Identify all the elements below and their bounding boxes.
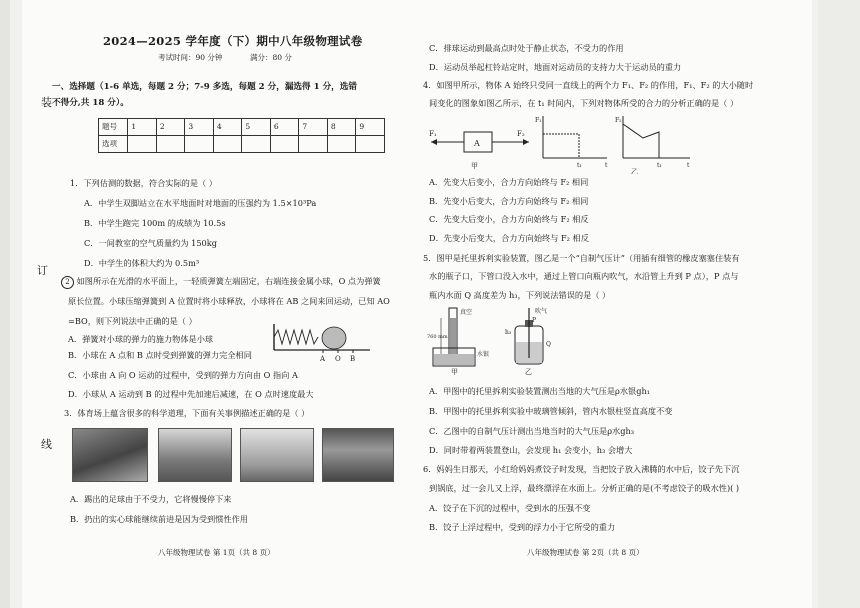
answer-cell[interactable] xyxy=(327,136,356,153)
fig-label-a: A xyxy=(320,355,326,362)
answer-number: 9 xyxy=(356,119,385,136)
label-q: Q xyxy=(546,341,551,348)
yi-t1-label-2: t₁ xyxy=(657,162,662,169)
answer-number: 1 xyxy=(128,119,157,136)
answer-number: 5 xyxy=(242,119,271,136)
q1-option-b: B．中学生跑完 100m 的成绩为 10.5s xyxy=(84,218,226,228)
q5-option-c: C．乙图中的自制气压计测出当地当时的大气压是ρ水gh₃ xyxy=(429,426,634,436)
q5-option-a: A．甲图中的托里拆利实验装置测出当地的大气压是ρ水银gh₁ xyxy=(429,386,651,396)
fig-label-o: O xyxy=(335,355,341,362)
q3-option-b: B．扔出的实心球能继续前进是因为受到惯性作用 xyxy=(70,514,248,524)
q4-option-a: A．先变大后变小，合力方向始终与 F₂ 相同 xyxy=(429,177,589,187)
q3-option-a: A．踢出的足球由于不受力，它将慢慢停下来 xyxy=(70,494,232,504)
photo-volleyball xyxy=(240,428,314,482)
q4-stem-line1: 4．如图甲所示，物体 A 始终只受同一直线上的两个力 F₁、F₂ 的作用，F₁、F₂ 的大小随时 xyxy=(423,80,754,90)
photo-shotput xyxy=(158,428,232,482)
footer-page2: 八年级物理试卷 第 2页（共 8 页） xyxy=(527,548,644,557)
q4-option-d: D．先变小后变大，合力方向始终与 F₂ 相反 xyxy=(429,233,589,243)
q4-option-b: B．先变小后变大，合力方向始终与 F₂ 相同 xyxy=(429,196,589,206)
answer-number: 7 xyxy=(299,119,328,136)
answer-number: 3 xyxy=(185,119,214,136)
photo-football xyxy=(72,428,148,482)
label-blow: 吹气 xyxy=(535,308,548,315)
jia-f2-label: F₂ xyxy=(517,130,525,138)
box-label: A xyxy=(474,139,480,148)
fig-caption-yi-q5: 乙 xyxy=(525,368,532,376)
q4-figure-yi xyxy=(535,110,705,174)
q4-stem-line2: 间变化的图象如图乙所示，在 t₁ 时间内，下列对物体所受的合力的分析正确的是（ ） xyxy=(429,98,739,108)
q1-stem: 1．下列估测的数据，符合实际的是（ ） xyxy=(70,178,217,188)
answer-cell[interactable] xyxy=(356,136,385,153)
binding-char-1: 装 xyxy=(41,96,52,109)
label-p: P xyxy=(532,317,537,324)
q1-option-a: A．中学生双脚站立在水平地面时对地面的压强约为 1.5×10³Pa xyxy=(84,198,317,208)
q2-option-a: A．弹簧对小球的弹力的施力物体是小球 xyxy=(68,334,214,344)
q5-option-b: B．甲图中的托里拆利实验中玻璃管倾斜，管内水银柱竖直高度不变 xyxy=(429,406,673,416)
answer-number: 6 xyxy=(270,119,299,136)
q3-option-c: C．排球运动到最高点时处于静止状态，不受力的作用 xyxy=(429,43,624,53)
jia-f1-label: F₁ xyxy=(429,130,437,138)
answer-cell[interactable] xyxy=(185,136,214,153)
q2-stem-line1: 如图所示在光滑的水平面上，一轻质弹簧左端固定，右端连接金属小球，O 点为弹簧 xyxy=(76,276,381,286)
q3-stem: 3．体育场上蕴含很多的科学道理，下面有关事例描述正确的是（ ） xyxy=(64,408,310,418)
page-title: 2024—2025 学年度（下）期中八年级物理试卷 xyxy=(103,34,363,48)
answer-cell[interactable] xyxy=(213,136,242,153)
q5-stem-line1: 5．图甲是托里拆利实验装置，图乙是一个“自制气压计”（用插有细管的橡皮塞塞住装有 xyxy=(423,253,740,263)
q4-option-c: C．先变大后变小，合力方向始终与 F₂ 相反 xyxy=(429,214,589,224)
q5-figure-yi xyxy=(501,304,581,376)
yi-t-label-2: t xyxy=(687,162,690,169)
q2-option-d: D．小球从 A 运动到 B 的过程中先加速后减速，在 O 点时速度最大 xyxy=(68,389,314,399)
page-edge-right xyxy=(818,0,860,608)
photo-weightlifting xyxy=(322,428,394,482)
q2-stem xyxy=(61,276,381,289)
q2-stem-line2: 原长位置。小球压缩弹簧到 A 位置时将小球释放，小球将在 AB 之间来回运动，已知 AO xyxy=(68,296,390,306)
answer-number: 4 xyxy=(213,119,242,136)
q3-option-d: D．运动员举起杠铃站定时，地面对运动员的支持力大于运动员的重力 xyxy=(429,62,682,72)
fig-caption-jia: 甲 xyxy=(471,162,478,170)
exam-score: 满分：80 分 xyxy=(250,53,292,62)
binding-char-3: 线 xyxy=(41,438,52,451)
answer-table-label: 选项 xyxy=(99,136,128,153)
answer-table xyxy=(98,118,385,153)
q1-option-d: D．中学生的体积大约为 0.5m³ xyxy=(84,258,200,268)
q2-option-b: B．小球在 A 点和 B 点时受到弹簧的弹力完全相同 xyxy=(68,350,252,360)
fig-label-b: B xyxy=(350,355,356,362)
answer-cell[interactable] xyxy=(128,136,157,153)
page-edge-left xyxy=(0,0,10,608)
q6-stem-line2: 到锅底，过一会儿又上浮，最终漂浮在水面上。分析正确的是(不考虑饺子的吸水性)( ) xyxy=(429,483,740,493)
exam-time: 考试时间：90 分钟 xyxy=(158,53,223,62)
binding-char-2: 订 xyxy=(37,264,48,277)
answer-cell[interactable] xyxy=(299,136,328,153)
spring-ball-figure xyxy=(272,318,372,362)
answer-cell[interactable] xyxy=(270,136,299,153)
q1-option-c: C．一间教室的空气质量约为 150kg xyxy=(84,238,217,248)
answer-cell[interactable] xyxy=(156,136,185,153)
label-760: 760 mm xyxy=(427,334,448,340)
fig-caption-jia-q5: 甲 xyxy=(451,368,458,376)
q5-stem-line2: 水的瓶子口，下管口没入水中，通过上管口向瓶内吹气，水沿管上升到 P 点），P 点与 xyxy=(429,271,739,281)
yi-f1-axis: F₁ xyxy=(535,117,542,124)
label-mercury: 水银 xyxy=(477,351,490,358)
q2-stem-line3: =BO，则下列说法中正确的是（ ） xyxy=(68,316,197,326)
answer-number: 8 xyxy=(327,119,356,136)
q6-option-b: B．饺子上浮过程中，受到的浮力小于它所受的重力 xyxy=(429,522,616,532)
section-heading: 一、选择题（1-6 单选，每题 2 分；7-9 多选，每题 2 分，漏选得 1 分，选错 xyxy=(52,82,357,92)
q5-figure-jia xyxy=(427,304,507,376)
yi-t1-label: t₁ xyxy=(577,162,582,169)
q6-stem-line1: 6．妈妈生日那天，小红给妈妈煮饺子时发现，当把饺子放入沸腾的水中后，饺子先下沉 xyxy=(423,464,740,474)
section-heading-cont: 不得分,共 18 分）。 xyxy=(52,98,129,108)
q2-option-c: C．小球由 A 向 O 运动的过程中，受到的弹力方向由 O 指向 A xyxy=(68,370,298,380)
answer-number: 2 xyxy=(156,119,185,136)
label-h3: h₃ xyxy=(505,329,512,336)
q6-option-a: A．饺子在下沉的过程中，受到水的压强不变 xyxy=(429,503,591,513)
fig-caption-yi: 乙 xyxy=(631,168,638,174)
answer-cell[interactable] xyxy=(242,136,271,153)
footer-page1: 八年级物理试卷 第 1页（共 8 页） xyxy=(158,548,275,557)
q2-number: 2 xyxy=(61,276,74,289)
yi-f2-axis: F₂ xyxy=(615,117,622,124)
yi-t-label: t xyxy=(605,162,608,169)
q5-stem-line3: 瓶内水面 Q 高度差为 h₃，下列说法错误的是（ ） xyxy=(429,290,611,300)
answer-table-label: 题号 xyxy=(99,119,128,136)
label-vacuum: 真空 xyxy=(460,309,473,316)
q5-option-d: D．同时带着两装置登山，会发现 h₁ 会变小，h₃ 会增大 xyxy=(429,445,633,455)
